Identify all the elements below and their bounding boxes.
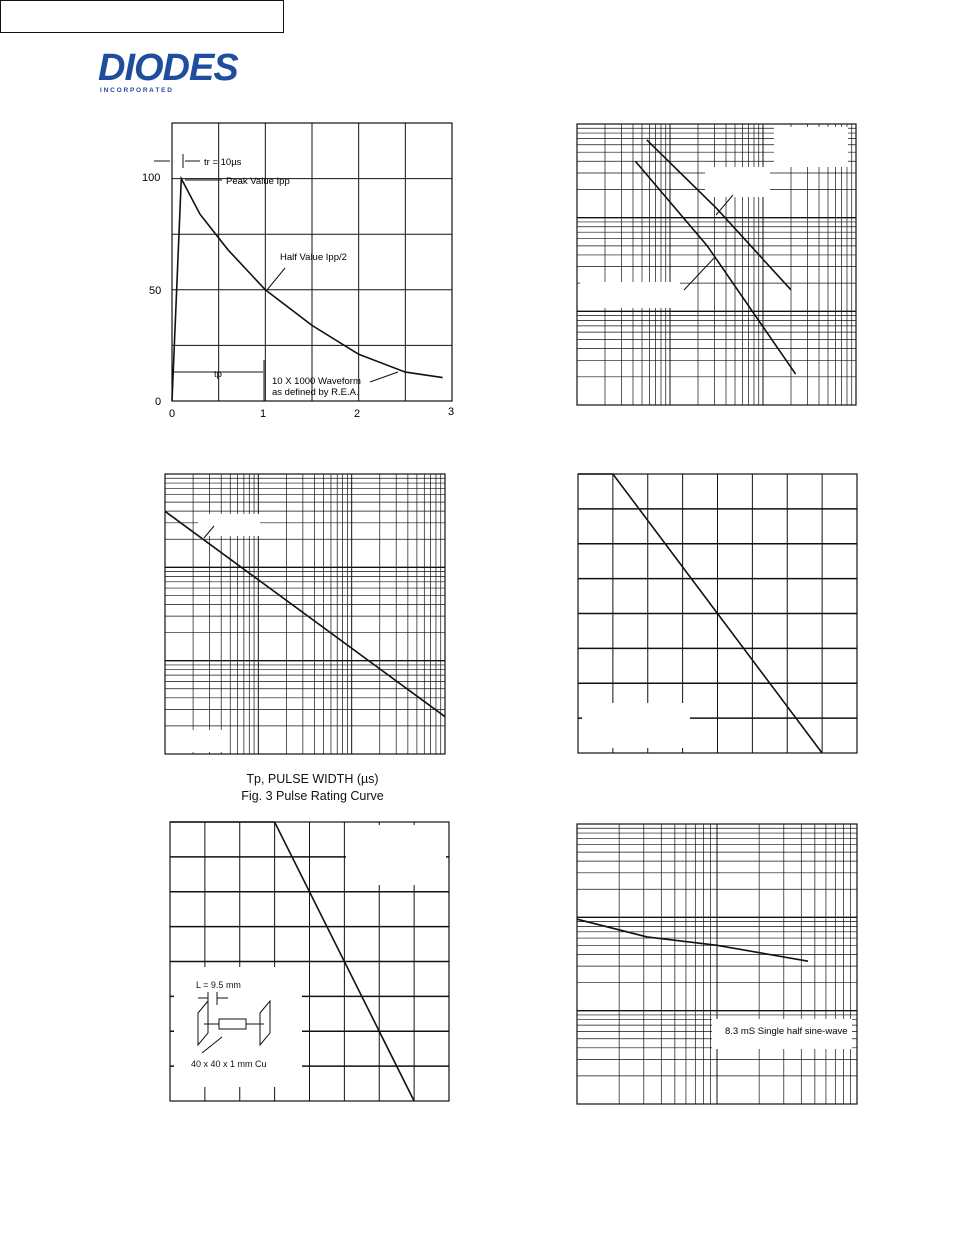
part-number-box: [0, 0, 284, 33]
diodes-logo: [98, 46, 278, 96]
fig1-waveform-label-2: as defined by R.E.A.: [272, 387, 359, 398]
fig1-xtick-0: 0: [169, 408, 176, 420]
fig2-series-line-1: [647, 140, 791, 290]
fig3-series-line: [165, 511, 445, 716]
fig3-chart: [160, 468, 452, 760]
fig1-xtick-2: 2: [354, 408, 361, 420]
fig1-ytick-50: 50: [149, 285, 162, 297]
fig1-half-arrow: [267, 268, 285, 290]
fig1-chart: [130, 110, 470, 425]
fig5-label-mask: [346, 825, 446, 885]
fig1-ytick-0: 0: [155, 396, 162, 408]
fig2-pointer-1: [716, 195, 733, 215]
fig1-peak-label: Peak Value Ipp: [226, 176, 290, 187]
fig3-x-axis-label: Tp, PULSE WIDTH (µs): [246, 772, 379, 786]
fig5-chart: [162, 815, 454, 1107]
fig5-lead-length-label: L = 9.5 mm: [196, 980, 241, 990]
fig2-pointer-2: [684, 257, 715, 290]
fig5-pad-label: 40 x 40 x 1 mm Cu: [191, 1059, 267, 1069]
logo-subtext: I N C O R P O R A T E D: [100, 87, 172, 94]
fig3-label-mask-1: [198, 514, 260, 536]
fig1-xtick-1: 1: [260, 408, 267, 420]
fig6-note: 8.3 mS Single half sine-wave: [725, 1026, 848, 1037]
fig6-chart: [570, 815, 870, 1115]
fig1-waveform-arrow: [370, 372, 398, 382]
fig3-label-mask-2: [180, 730, 228, 752]
fig4-label-mask: [582, 703, 690, 748]
fig1-ytick-100: 100: [142, 172, 161, 184]
fig2-label-mask-3: [580, 282, 680, 308]
fig2-label-mask-2: [705, 167, 770, 197]
fig6-series-line: [577, 919, 808, 961]
fig1-tp-label: tp: [214, 369, 222, 380]
logo-wordmark: DIODES: [98, 47, 238, 89]
fig6-grid: [577, 824, 857, 1104]
fig1-xtick-3: 3: [448, 406, 455, 418]
fig1-tr-label: tr = 10µs: [204, 157, 242, 168]
fig2-label-mask-1: [774, 127, 848, 167]
fig1-waveform-label-1: 10 X 1000 Waveform: [272, 376, 361, 387]
fig4-chart: [570, 468, 862, 760]
fig3-caption: Fig. 3 Pulse Rating Curve: [241, 789, 384, 803]
fig1-half-label: Half Value Ipp/2: [280, 252, 347, 263]
fig2-chart: [570, 115, 870, 415]
